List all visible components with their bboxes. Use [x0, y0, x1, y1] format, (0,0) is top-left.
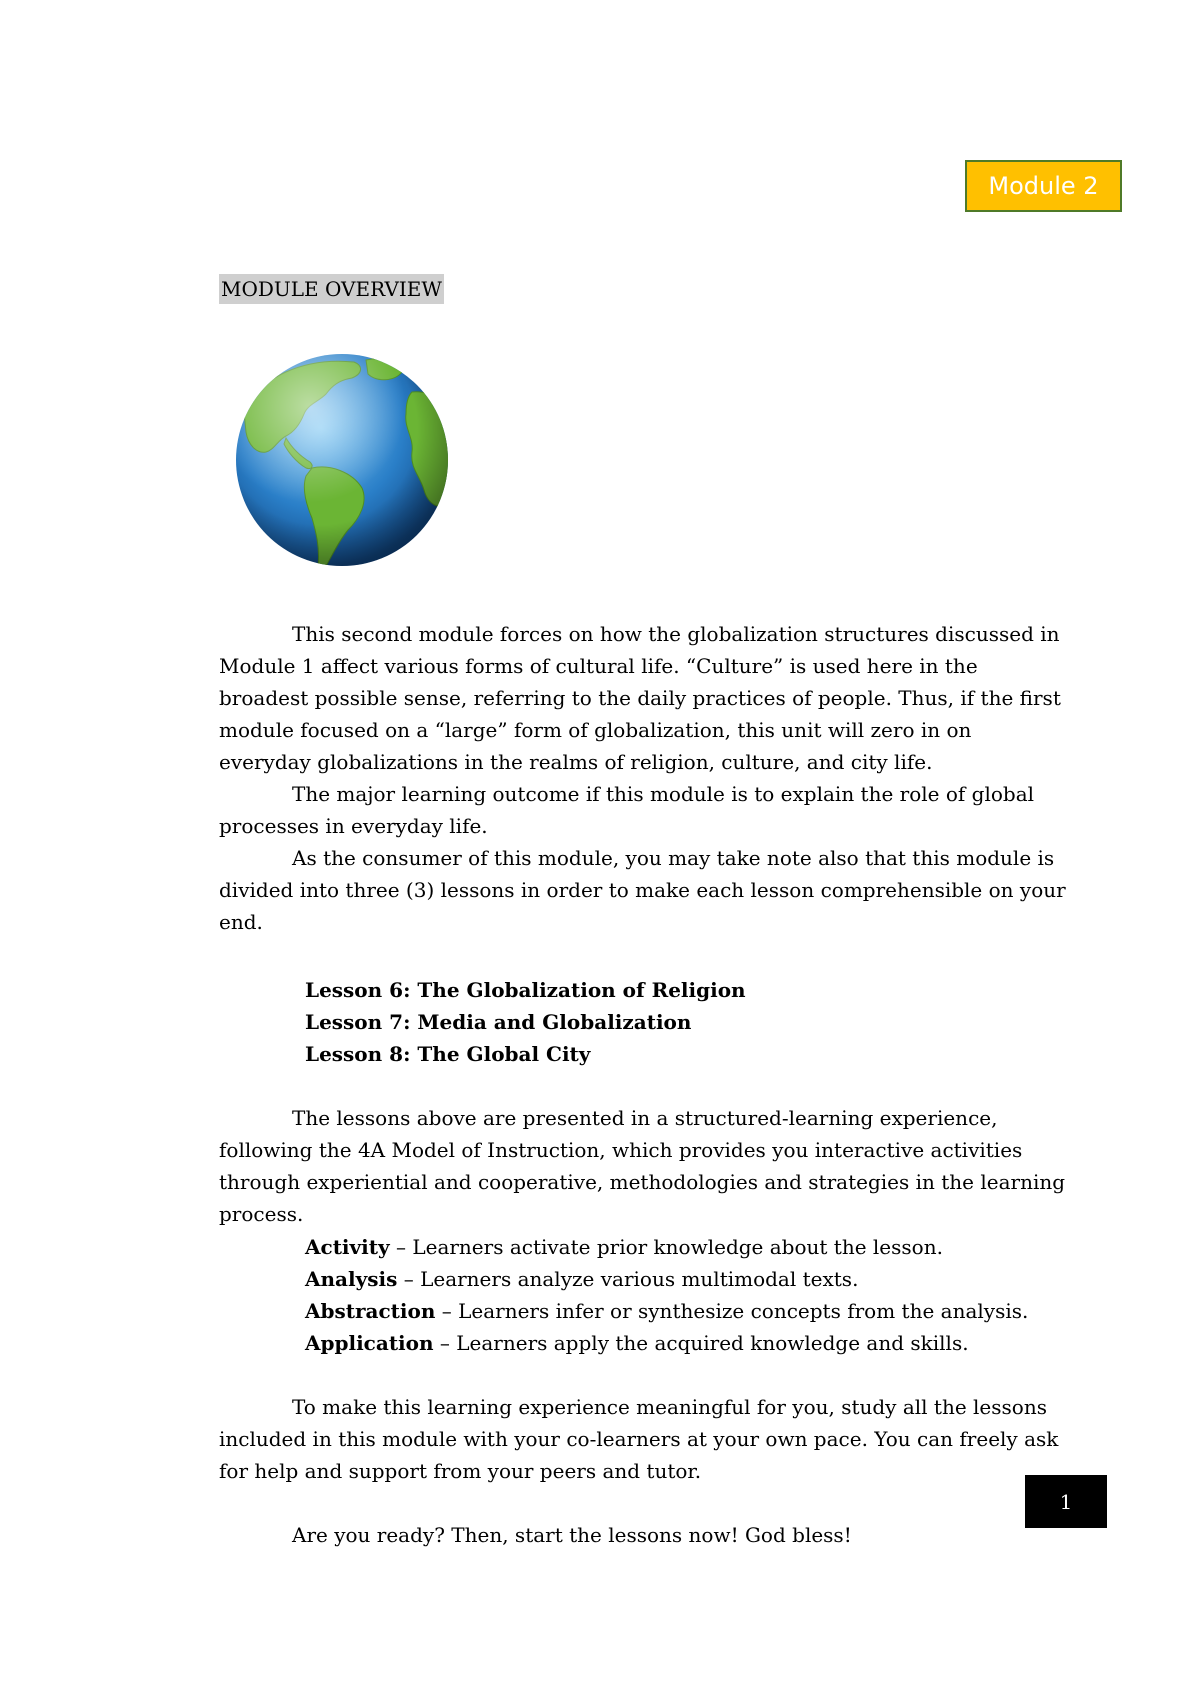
list-item: Lesson 8: The Global City — [305, 1042, 591, 1066]
list-item — [305, 1263, 1028, 1295]
intro-paragraph-2: The major learning outcome if this module is to explain the role of global processes in everyday life. — [219, 782, 1035, 838]
list-item: Lesson 7: Media and Globalization — [305, 1010, 692, 1034]
earth-globe-icon — [234, 352, 450, 568]
page-number: 1 — [1025, 1475, 1107, 1528]
phase-term: Activity — [305, 1235, 390, 1259]
intro-paragraph-3: As the consumer of this module, you may take note also that this module is divided into three (3) lessons in order to make each lesson comprehensible on your end. — [219, 846, 1066, 934]
phase-term: Abstraction — [305, 1299, 436, 1323]
phase-list — [305, 1231, 1028, 1359]
closing-paragraph-2: Are you ready? Then, start the lessons now! God bless! — [292, 1523, 852, 1547]
phase-term: Application — [305, 1331, 434, 1355]
phase-description: – Learners analyze various multimodal texts. — [397, 1267, 859, 1291]
list-item — [305, 1327, 1028, 1359]
page-title: MODULE OVERVIEW — [219, 274, 444, 304]
model-text — [219, 1102, 1069, 1230]
list-item — [305, 1295, 1028, 1327]
list-item: Lesson 6: The Globalization of Religion — [305, 978, 746, 1002]
phase-description: – Learners activate prior knowledge about the lesson. — [389, 1235, 943, 1259]
closing-text-2 — [219, 1519, 1069, 1551]
phase-description: – Learners apply the acquired knowledge and skills. — [433, 1331, 969, 1355]
closing-text — [219, 1391, 1069, 1487]
lesson-list — [305, 974, 746, 1070]
intro-paragraph-1: This second module forces on how the globalization structures discussed in Module 1 affect various forms of cultural life. “Culture” is used here in the broadest possible sense, referring to the daily practices of people. Thus, if the first module focused on a “large” form of globalization, this unit will zero in on everyday globalizations in the realms of religion, culture, and city life. — [219, 622, 1061, 774]
closing-paragraph-1: To make this learning experience meaningful for you, study all the lessons included in this module with your co-learners at your own pace. You can freely ask for help and support from your peers and tutor. — [219, 1395, 1059, 1483]
module-badge: Module 2 — [965, 160, 1122, 212]
list-item — [305, 1231, 1028, 1263]
phase-term: Analysis — [305, 1267, 398, 1291]
model-paragraph: The lessons above are presented in a structured-learning experience, following the 4A Model of Instruction, which provides you interactive activities through experiential and cooperative, methodologies and strategies in the learning process. — [219, 1106, 1066, 1226]
intro-text — [219, 618, 1069, 938]
phase-description: – Learners infer or synthesize concepts from the analysis. — [435, 1299, 1029, 1323]
